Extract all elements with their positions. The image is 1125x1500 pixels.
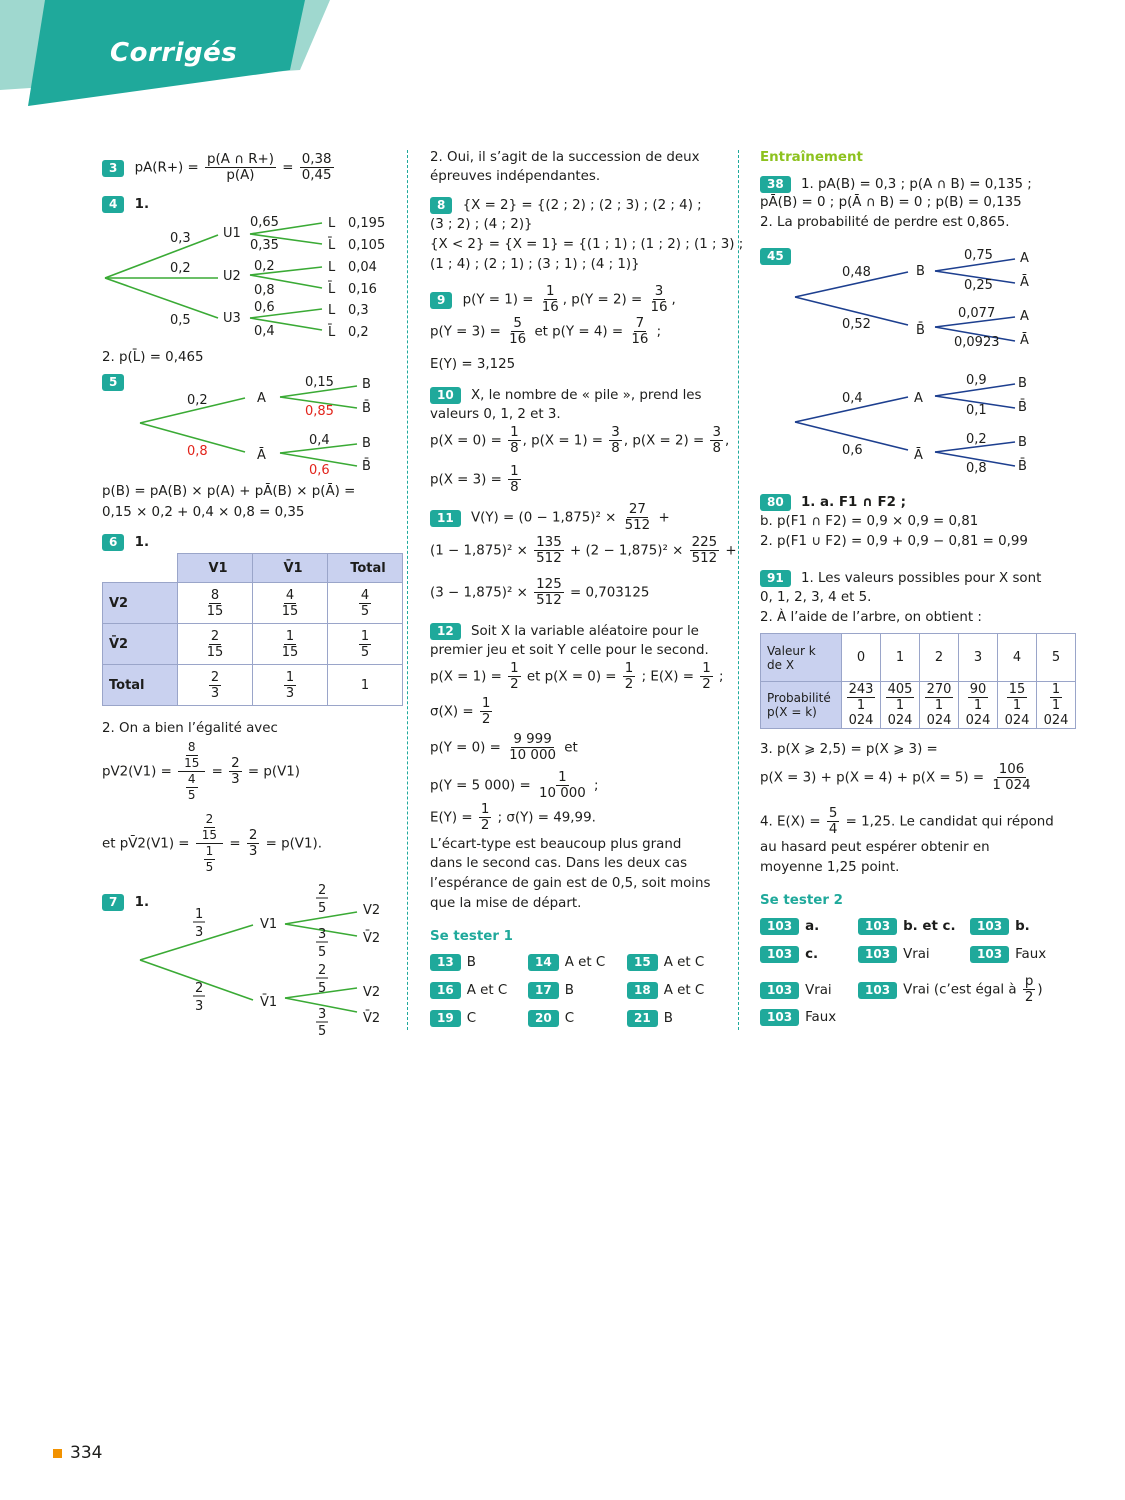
svg-text:0,4: 0,4 — [309, 433, 330, 448]
svg-text:0,2: 0,2 — [187, 393, 208, 408]
answer-item: 19 C — [430, 1010, 476, 1027]
tree-diagram-ex45-b — [790, 370, 1060, 478]
answer-item: 103 Vrai (c’est égal à $\frac{p}{2}$ ) — [858, 974, 1043, 1005]
svg-text:0,8: 0,8 — [187, 444, 208, 459]
svg-text:0,25: 0,25 — [964, 278, 993, 293]
svg-text:Ā: Ā — [914, 448, 923, 463]
tree-diagram-ex7 — [135, 880, 405, 1035]
answer-item: 103 b. et c. — [858, 918, 956, 935]
answer-item: 103 c. — [760, 946, 818, 963]
exercise-9: 9 p(Y = 1) = $\frac{1}{16}$ , p(Y = 2) = $\frac{3}{16}$ , — [430, 284, 676, 315]
svg-text:2: 2 — [318, 883, 327, 898]
svg-text:A: A — [257, 391, 266, 406]
svg-text:2: 2 — [195, 981, 204, 996]
exercise-badge: 6 — [102, 534, 124, 551]
answer-item: 103 Faux — [970, 946, 1046, 963]
svg-text:0,15: 0,15 — [305, 375, 334, 390]
exercise-12: 12 Soit X la variable aléatoire pour le — [430, 623, 699, 640]
exercise-badge: 45 — [760, 248, 791, 265]
svg-text:B: B — [1018, 376, 1027, 391]
exercise-3: 3 pA(R+) = $\frac{p(A \cap R+)}{p(A)}$ = $\frac{0,38}{0,45}$ — [102, 152, 336, 183]
svg-text:5: 5 — [318, 1024, 327, 1035]
svg-text:0,52: 0,52 — [842, 317, 871, 332]
exercise-badge: 5 — [102, 374, 124, 391]
svg-text:L̄: L̄ — [328, 282, 336, 297]
svg-text:L: L — [328, 303, 336, 318]
exercise-91: 91 1. Les valeurs possibles pour X sont — [760, 570, 1041, 587]
svg-text:L: L — [328, 216, 336, 231]
svg-text:0,6: 0,6 — [254, 300, 275, 315]
answer-item: 16 A et C — [430, 982, 507, 999]
answer-item: 103 Vrai — [760, 982, 832, 999]
svg-text:0,3: 0,3 — [348, 303, 369, 318]
svg-text:L̄: L̄ — [328, 238, 336, 253]
svg-text:V̄2: V̄2 — [363, 931, 381, 946]
svg-text:Ā: Ā — [1020, 333, 1029, 348]
svg-text:0,2: 0,2 — [966, 432, 987, 447]
exercise-badge: 3 — [102, 160, 124, 177]
exercise-badge: 4 — [102, 196, 124, 213]
header-banner — [0, 0, 330, 110]
svg-text:A: A — [1020, 309, 1029, 324]
answer-item: 14 A et C — [528, 954, 605, 971]
exercise-8: 8 {X = 2} = {(2 ; 2) ; (2 ; 3) ; (2 ; 4) ; — [430, 197, 702, 214]
exercise-badge: 11 — [430, 510, 461, 527]
svg-text:0,195: 0,195 — [348, 216, 386, 231]
answer-item: 20 C — [528, 1010, 574, 1027]
svg-text:Ā: Ā — [257, 448, 266, 463]
exercise-badge: 7 — [102, 894, 124, 911]
answer-item: 18 A et C — [627, 982, 704, 999]
svg-text:0,04: 0,04 — [348, 260, 377, 275]
svg-text:B: B — [1018, 435, 1027, 450]
svg-text:0,9: 0,9 — [966, 373, 987, 388]
svg-text:5: 5 — [318, 945, 327, 960]
tree-diagram-ex45-a — [790, 245, 1060, 353]
section-title: Se tester 1 — [430, 929, 513, 944]
exercise-badge: 10 — [430, 387, 461, 404]
exercise-38: 38 1. pA(B) = 0,3 ; p(A ∩ B) = 0,135 ; — [760, 176, 1032, 193]
svg-text:0,2: 0,2 — [348, 325, 369, 340]
answer-item: 103 Vrai — [858, 946, 930, 963]
svg-text:0,1: 0,1 — [966, 403, 987, 418]
answer-item: 103 a. — [760, 918, 819, 935]
svg-text:B: B — [362, 436, 371, 451]
answer-item: 15 A et C — [627, 954, 704, 971]
svg-text:0,65: 0,65 — [250, 215, 279, 230]
exercise-80: 80 1. a. F1 ∩ F2 ; — [760, 494, 906, 511]
svg-text:L̄: L̄ — [328, 325, 336, 340]
section-title: Se tester 2 — [760, 893, 843, 908]
exercise-10: 10 X, le nombre de « pile », prend les — [430, 387, 702, 404]
exercise-11: 11 V(Y) = (0 − 1,875)² × $\frac{27}{512}$ + — [430, 502, 670, 533]
svg-text:Ā: Ā — [1020, 275, 1029, 290]
svg-text:V̄1: V̄1 — [260, 995, 278, 1010]
column-separator — [407, 150, 408, 1030]
contingency-table: V1 V̄1 Total V2 $\frac{8}{15}$ $\frac{4}{15}$ $\frac{4}{5}$ V̄2 $\frac{2}{15}$ $\frac{1}{15}$ $\frac{1}{5}$ Total $\frac{2}{3}$ $\frac{1}{3}$ 1 — [102, 553, 403, 706]
svg-text:5: 5 — [318, 981, 327, 996]
svg-text:3: 3 — [318, 1007, 327, 1022]
svg-text:U2: U2 — [223, 269, 241, 284]
svg-text:0,4: 0,4 — [254, 324, 275, 339]
exercise-7: 7 1. — [102, 894, 149, 911]
answer-item: 21 B — [627, 1010, 673, 1027]
tree-diagram-ex5 — [135, 370, 395, 478]
svg-text:A: A — [1020, 251, 1029, 266]
svg-text:0,6: 0,6 — [309, 463, 330, 478]
exercise-badge: 38 — [760, 176, 791, 193]
exercise-badge: 9 — [430, 292, 452, 309]
exercise-4-part2: 2. p(L̄) = 0,465 — [102, 350, 204, 365]
svg-text:V1: V1 — [260, 917, 278, 932]
svg-text:B̄: B̄ — [1018, 459, 1027, 474]
svg-text:1: 1 — [195, 907, 204, 922]
answer-item: 103 b. — [970, 918, 1030, 935]
svg-text:U1: U1 — [223, 226, 241, 241]
svg-text:0,85: 0,85 — [305, 404, 334, 419]
svg-text:0,5: 0,5 — [170, 313, 191, 328]
equation: et pV̄2(V1) = $\frac{\frac{2}{15}}{\frac{1}{5}}$ = $\frac{2}{3}$ = p(V1). — [102, 812, 322, 874]
svg-text:2: 2 — [318, 963, 327, 978]
fraction: $\frac{0,38}{0,45}$ — [301, 152, 332, 183]
svg-text:0,2: 0,2 — [254, 259, 275, 274]
svg-text:U3: U3 — [223, 311, 241, 326]
svg-text:0,3: 0,3 — [170, 231, 191, 246]
svg-text:0,48: 0,48 — [842, 265, 871, 280]
fraction: $\frac{p(A \cap R+)}{p(A)}$ — [207, 152, 274, 183]
svg-text:0,4: 0,4 — [842, 391, 863, 406]
probability-table: Valeur k de X 0 1 2 3 4 5 Probabilité p(X = k) $\frac{243}{1 024}$ $\frac{405}{1 024}$ $\frac{270}{1 024}$ $\frac{90}{1 024}$ $\frac{15}{1 024}$ $\frac{1}{1 024}$ — [760, 633, 1076, 729]
svg-text:3: 3 — [195, 999, 204, 1014]
svg-text:B: B — [916, 264, 925, 279]
svg-text:B̄: B̄ — [362, 401, 371, 416]
svg-text:V2: V2 — [363, 903, 381, 918]
page-number: 334 — [53, 1443, 102, 1463]
svg-text:B̄: B̄ — [362, 459, 371, 474]
svg-text:V2: V2 — [363, 985, 381, 1000]
exercise-badge: 12 — [430, 623, 461, 640]
svg-text:B̄: B̄ — [1018, 400, 1027, 415]
equation: pV2(V1) = $\frac{\frac{8}{15}}{\frac{4}{5}}$ = $\frac{2}{3}$ = p(V1) — [102, 740, 300, 802]
tree-diagram-ex4 — [100, 212, 400, 347]
svg-text:B̄: B̄ — [916, 323, 925, 338]
answer-item: 17 B — [528, 982, 574, 999]
svg-text:V̄2: V̄2 — [363, 1011, 381, 1026]
svg-text:0,16: 0,16 — [348, 282, 377, 297]
exercise-4: 4 1. — [102, 196, 149, 213]
exercise-badge: 8 — [430, 197, 452, 214]
svg-text:0,35: 0,35 — [250, 238, 279, 253]
svg-text:0,75: 0,75 — [964, 248, 993, 263]
answer-item: 103 Faux — [760, 1009, 836, 1026]
exercise-badge: 80 — [760, 494, 791, 511]
svg-text:0,077: 0,077 — [958, 306, 996, 321]
svg-text:0,6: 0,6 — [842, 443, 863, 458]
svg-text:0,2: 0,2 — [170, 261, 191, 276]
page-title: Corrigés — [110, 38, 238, 68]
answer-item: 13 B — [430, 954, 476, 971]
column-separator — [738, 150, 739, 1030]
svg-text:A: A — [914, 391, 923, 406]
svg-text:0,8: 0,8 — [966, 461, 987, 476]
svg-text:L: L — [328, 260, 336, 275]
exercise-6: 6 1. — [102, 534, 149, 551]
section-title: Entraînement — [760, 150, 863, 165]
exercise-5 — [102, 374, 130, 391]
svg-text:3: 3 — [318, 927, 327, 942]
svg-text:0,105: 0,105 — [348, 238, 386, 253]
svg-text:5: 5 — [318, 901, 327, 916]
svg-text:0,8: 0,8 — [254, 283, 275, 298]
svg-text:B: B — [362, 377, 371, 392]
svg-text:0,0923: 0,0923 — [954, 335, 1000, 350]
svg-text:3: 3 — [195, 925, 204, 940]
exercise-badge: 91 — [760, 570, 791, 587]
